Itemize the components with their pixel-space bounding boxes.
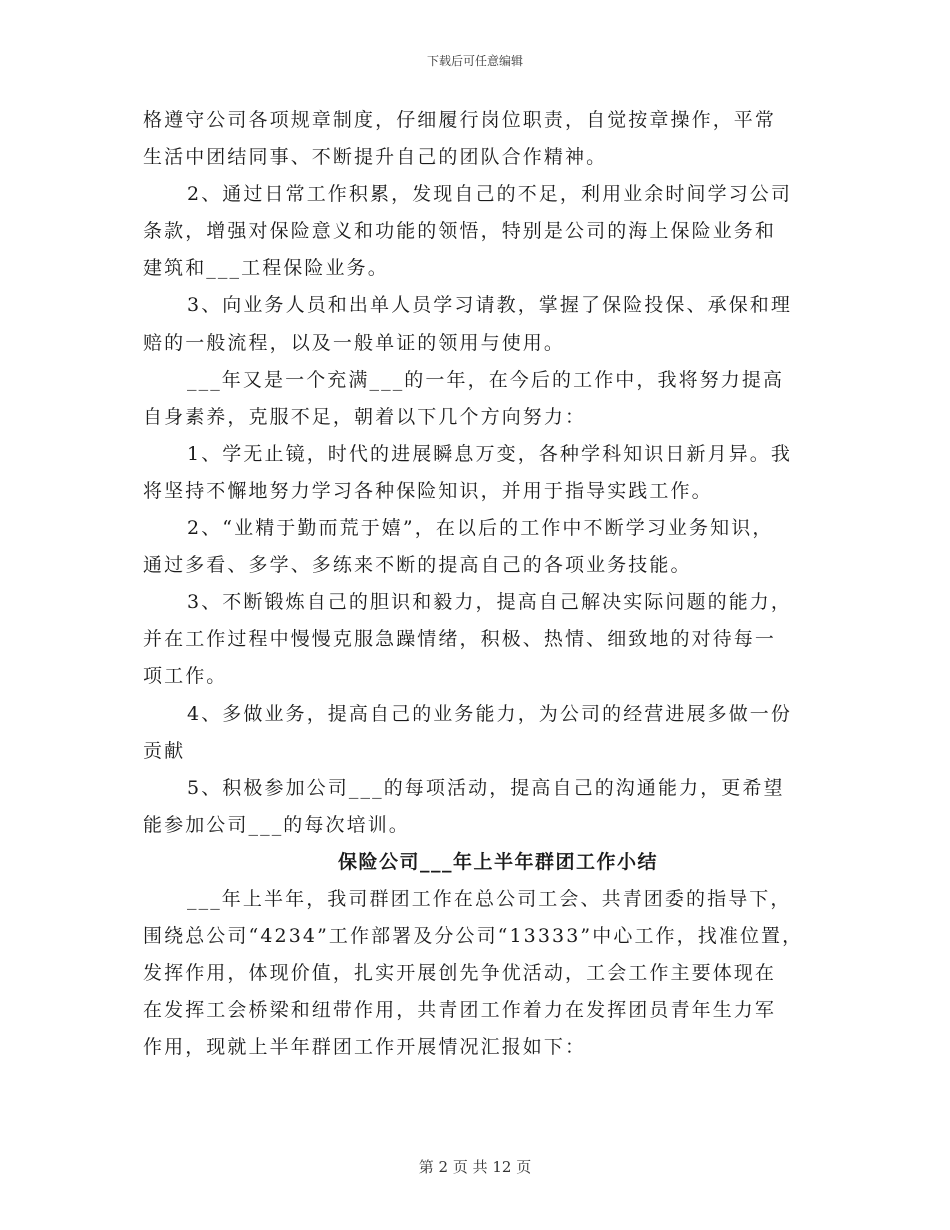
text-line: 赔的一般流程，以及一般单证的领用与使用。 (143, 331, 566, 354)
text-line: 贡献 (143, 739, 186, 762)
text-line: 建筑和___工程保险业务。 (143, 257, 389, 280)
text-line: 2、通过日常工作积累，发现自己的不足，利用业余时间学习公司 (187, 183, 792, 206)
text-line: 5、积极参加公司___的每项活动，提高自己的沟通能力，更希望 (187, 776, 785, 799)
text-line: 发挥作用，体现价值，扎实开展创先争优活动，工会工作主要体现在 (143, 962, 777, 985)
text-line: 格遵守公司各项规章制度，仔细履行岗位职责，自觉按章操作，平常 (143, 109, 777, 131)
text-line: 项工作。 (143, 665, 228, 688)
text-line: 2、“业精于勤而荒于嬉”，在以后的工作中不断学习业务知识， (187, 517, 774, 540)
text-line: 自身素养，克服不足，朝着以下几个方向努力： (143, 405, 587, 428)
text-line: 3、向业务人员和出单人员学习请教，掌握了保险投保、承保和理 (187, 294, 792, 317)
text-line: 能参加公司___的每次培训。 (143, 813, 410, 836)
text-line: 将坚持不懈地努力学习各种保险知识，并用于指导实践工作。 (143, 479, 713, 502)
text-line: 4、多做业务，提高自己的业务能力，为公司的经营进展多做一份 (187, 702, 792, 725)
body-paragraphs (143, 102, 813, 844)
text-line: 生活中团结同事、不断提升自己的团队合作精神。 (143, 146, 608, 169)
text-line: 作用，现就上半年群团工作开展情况汇报如下： (143, 1036, 587, 1059)
text-line: 在发挥工会桥梁和纽带作用，共青团工作着力在发挥团员青年生力军 (143, 999, 777, 1022)
document-body (143, 102, 813, 1066)
text-line: 通过多看、多学、多练来不断的提高自己的各项业务技能。 (143, 554, 692, 577)
text-line: 条款，增强对保险意义和功能的领悟，特别是公司的海上保险业务和 (143, 220, 777, 243)
text-line: 1、学无止镜，时代的进展瞬息万变，各种学科知识日新月异。我 (187, 442, 792, 465)
text-line: 围绕总公司“4234”工作部署及分公司“13333”中心工作，找准位置， (143, 925, 804, 948)
page-header-note: 下载后可任意编辑 (426, 54, 523, 68)
text-line: ___年又是一个充满___的一年，在今后的工作中，我将努力提高 (187, 368, 785, 391)
text-line: ___年上半年，我司群团工作在总公司工会、共青团委的指导下， (187, 887, 792, 910)
page-number: 第 2 页 共 12 页 (418, 1158, 532, 1176)
text-line: 3、不断锻炼自己的胆识和毅力，提高自己解决实际问题的能力， (187, 591, 792, 614)
text-line: 并在工作过程中慢慢克服急躁情绪，积极、热情、细致地的对待每一 (143, 628, 777, 651)
section-paragraphs (143, 881, 813, 1066)
section-title: 保险公司___年上半年群团工作小结 (337, 850, 658, 873)
